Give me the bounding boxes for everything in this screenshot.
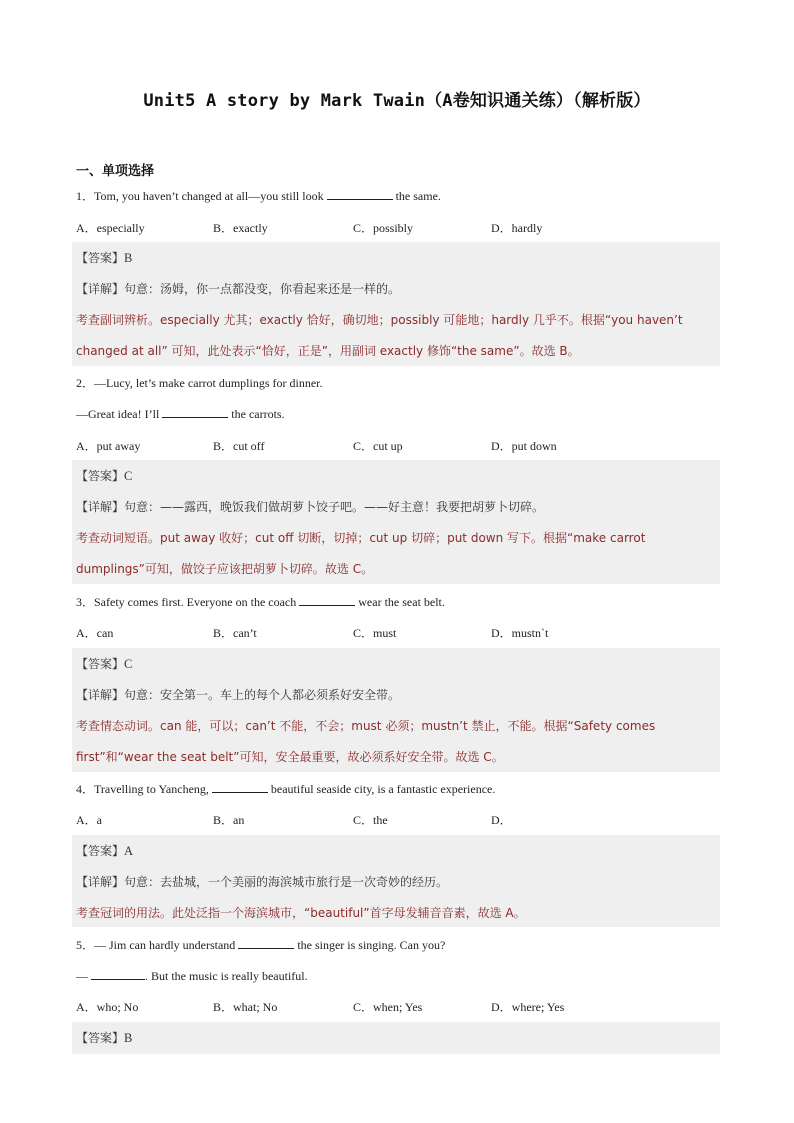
stem-text: beautiful seaside city, is a fantastic experience.: [270, 782, 496, 796]
answer-line: 【答案】B: [76, 251, 133, 265]
stem-text: the singer is singing. Can you?: [297, 938, 446, 952]
q3-option-a: A．can: [76, 626, 114, 640]
q3-option-c: C．must: [353, 626, 397, 640]
question-2-stem-line2: [76, 406, 285, 422]
q5-explanation-box: [72, 1022, 720, 1054]
page-title: Unit5 A story by Mark Twain（A卷知识通关练）（解析版）: [143, 91, 651, 111]
question-2-stem: 2．—Lucy, let’s make carrot dumplings for dinner.: [76, 376, 323, 390]
answer-line: 【答案】C: [76, 657, 133, 671]
analysis-line: 考查动词短语。put away 收好；cut off 切断，切掉；cut up 切碎；put down 写下。根据“make carrot: [76, 531, 646, 545]
analysis-line: first”和“wear the seat belt”可知，安全最重要，故必须系好安全带。故选 C。: [76, 750, 504, 764]
section-heading: 一、单项选择: [76, 164, 155, 179]
answer-blank: [212, 781, 268, 793]
analysis-line: dumplings”可知，做饺子应该把胡萝卜切碎。故选 C。: [76, 562, 374, 576]
answer-blank: [238, 937, 294, 949]
answer-line: 【答案】B: [76, 1031, 133, 1045]
q2-option-a: A．put away: [76, 439, 141, 453]
q3-explanation-box: [72, 648, 720, 772]
detail-line: 【详解】句意：——露西，晚饭我们做胡萝卜饺子吧。——好主意！我要把胡萝卜切碎。: [76, 500, 545, 514]
stem-text: —Great idea! I’ll: [76, 407, 160, 421]
question-4-stem: [76, 781, 495, 797]
stem-text: the same.: [395, 189, 441, 203]
q1-option-a: A．especially: [76, 221, 145, 235]
stem-text: —: [76, 969, 88, 983]
q4-explanation-box: [72, 835, 720, 927]
detail-line: 【详解】句意：安全第一。车上的每个人都必须系好安全带。: [76, 688, 401, 702]
answer-blank: [327, 188, 393, 200]
stem-text: 5．— Jim can hardly understand: [76, 938, 236, 952]
question-3-stem: [76, 594, 445, 610]
q5-option-d: D．where; Yes: [491, 1000, 565, 1014]
q3-option-d: D．mustn`t: [491, 626, 549, 640]
analysis-line: 考查副词辨析。especially 尤其；exactly 恰好，确切地；possibly 可能地；hardly 几乎不。根据“you haven’t: [76, 313, 683, 327]
answer-blank: [91, 968, 145, 980]
q4-option-c: C．the: [353, 813, 388, 827]
q4-option-d: D．: [491, 813, 512, 827]
q1-option-b: B．exactly: [213, 221, 268, 235]
answer-line: 【答案】A: [76, 844, 134, 858]
q2-option-c: C．cut up: [353, 439, 403, 453]
q2-option-b: B．cut off: [213, 439, 265, 453]
q1-explanation-box: [72, 242, 720, 366]
q4-option-a: A．a: [76, 813, 102, 827]
q2-option-d: D．put down: [491, 439, 557, 453]
analysis-line: 考查冠词的用法。此处泛指一个海滨城市，“beautiful”首字母发辅音音素，故选 A。: [76, 906, 526, 920]
q5-option-a: A．who; No: [76, 1000, 139, 1014]
q1-option-d: D．hardly: [491, 221, 543, 235]
stem-text: the carrots.: [231, 407, 285, 421]
q4-option-b: B．an: [213, 813, 245, 827]
q2-explanation-box: [72, 460, 720, 584]
detail-line: 【详解】句意：汤姆，你一点都没变，你看起来还是一样的。: [76, 282, 401, 296]
analysis-line: 考查情态动词。can 能，可以；can’t 不能，不会；must 必须；mustn’t 禁止，不能。根据“Safety comes: [76, 719, 656, 733]
stem-text: . But the music is really beautiful.: [145, 969, 308, 983]
stem-text: 3．Safety comes first. Everyone on the coach: [76, 595, 297, 609]
q1-option-c: C．possibly: [353, 221, 414, 235]
answer-blank: [299, 594, 355, 606]
stem-text: wear the seat belt.: [358, 595, 445, 609]
question-5-stem-line2: [76, 968, 308, 984]
answer-line: 【答案】C: [76, 469, 133, 483]
answer-blank: [162, 406, 228, 418]
question-1-stem: [76, 188, 441, 204]
q3-option-b: B．can’t: [213, 626, 257, 640]
stem-text: 1．Tom, you haven’t changed at all—you still look: [76, 189, 324, 203]
stem-text: 4．Travelling to Yancheng,: [76, 782, 209, 796]
q5-option-c: C．when; Yes: [353, 1000, 423, 1014]
q5-option-b: B．what; No: [213, 1000, 278, 1014]
detail-line: 【详解】句意：去盐城，一个美丽的海滨城市旅行是一次奇妙的经历。: [76, 875, 449, 889]
question-5-stem: [76, 937, 445, 953]
analysis-line: changed at all” 可知，此处表示“恰好，正是”，用副词 exactly 修饰“the same”。故选 B。: [76, 344, 580, 358]
